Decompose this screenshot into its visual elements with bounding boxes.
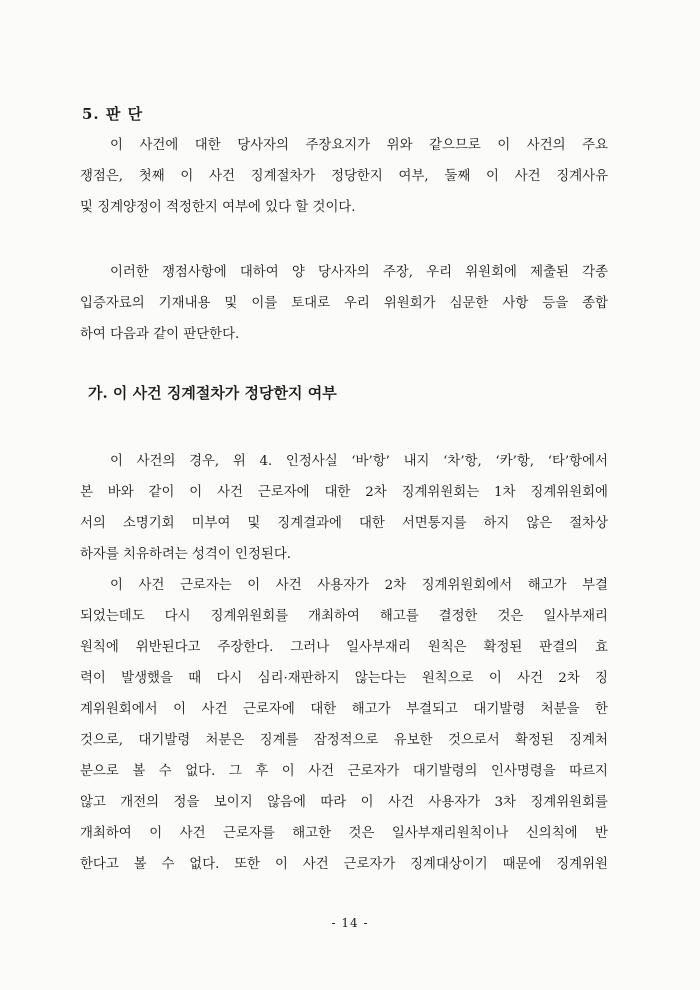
text-line: 이 사건의 경우, 위 4. 인정사실 ‘바’항’ 내지 ‘차’항, ‘카’항, ‘타’항에서 — [110, 454, 608, 469]
paragraph-basis — [80, 257, 608, 350]
text-line: 및 징계양정이 적정한지 여부에 있다 할 것이다. — [80, 200, 356, 215]
text-line: 하여 다음과 같이 판단한다. — [80, 327, 240, 342]
text-line: 서의 소명기회 미부여 및 징계결과에 대한 서면통지를 하지 않은 절차상 — [80, 516, 608, 531]
section-heading: 5. 판 단 — [82, 105, 144, 123]
text-line: 않고 개전의 정을 보이지 않음에 따라 이 사건 사용자가 3차 징계위원회를 — [80, 795, 608, 810]
text-line: 하자를 치유하려는 성격이 인정된다. — [80, 547, 292, 562]
text-line: 계위원회에서 이 사건 근로자에 대한 해고가 부결되고 대기발령 처분을 한 — [80, 702, 608, 717]
page-number: - 14 - — [331, 916, 369, 930]
text-line: 입증자료의 기재내용 및 이를 토대로 우리 위원회가 심문한 사항 등을 종합 — [80, 296, 608, 311]
subsection-heading: 가. 이 사건 징계절차가 정당한지 여부 — [88, 384, 337, 402]
text-line: 력이 발생했을 때 다시 심리·재판하지 않는다는 원칙으로 이 사건 2차 징 — [80, 671, 608, 686]
paragraph-procedure — [80, 446, 608, 570]
text-line: 되었는데도 다시 징계위원회를 개최하여 해고를 결정한 것은 일사부재리 — [80, 609, 608, 624]
text-line: 이 사건에 대한 당사자의 주장요지가 위와 같으므로 이 사건의 주요 — [110, 138, 608, 153]
text-line: 분으로 볼 수 없다. 그 후 이 사건 근로자가 대기발령의 인사명령을 따르지 — [80, 764, 608, 779]
paragraph-double-jeopardy — [80, 570, 608, 880]
text-line: 본 바와 같이 이 사건 근로자에 대한 2차 징계위원회는 1차 징계위원회에 — [80, 485, 608, 500]
text-line: 한다고 볼 수 없다. 또한 이 사건 근로자가 징계대상이기 때문에 징계위원 — [80, 857, 608, 872]
text-line: 이러한 쟁점사항에 대하여 양 당사자의 주장, 우리 위원회에 제출된 각종 — [110, 265, 608, 280]
text-line: 이 사건 근로자는 이 사건 사용자가 2차 징계위원회에서 해고가 부결 — [110, 578, 608, 593]
text-line: 원칙에 위반된다고 주장한다. 그러나 일사부재리 원칙은 확정된 판결의 효 — [80, 640, 608, 655]
paragraph-issues — [80, 130, 608, 223]
text-line: 개최하여 이 사건 근로자를 해고한 것은 일사부재리원칙이나 신의칙에 반 — [80, 826, 608, 841]
text-line: 쟁점은, 첫째 이 사건 징계절차가 정당한지 여부, 둘째 이 사건 징계사유 — [80, 169, 608, 184]
text-line: 것으로, 대기발령 처분은 징계를 잠정적으로 유보한 것으로서 확정된 징계처 — [80, 733, 608, 748]
